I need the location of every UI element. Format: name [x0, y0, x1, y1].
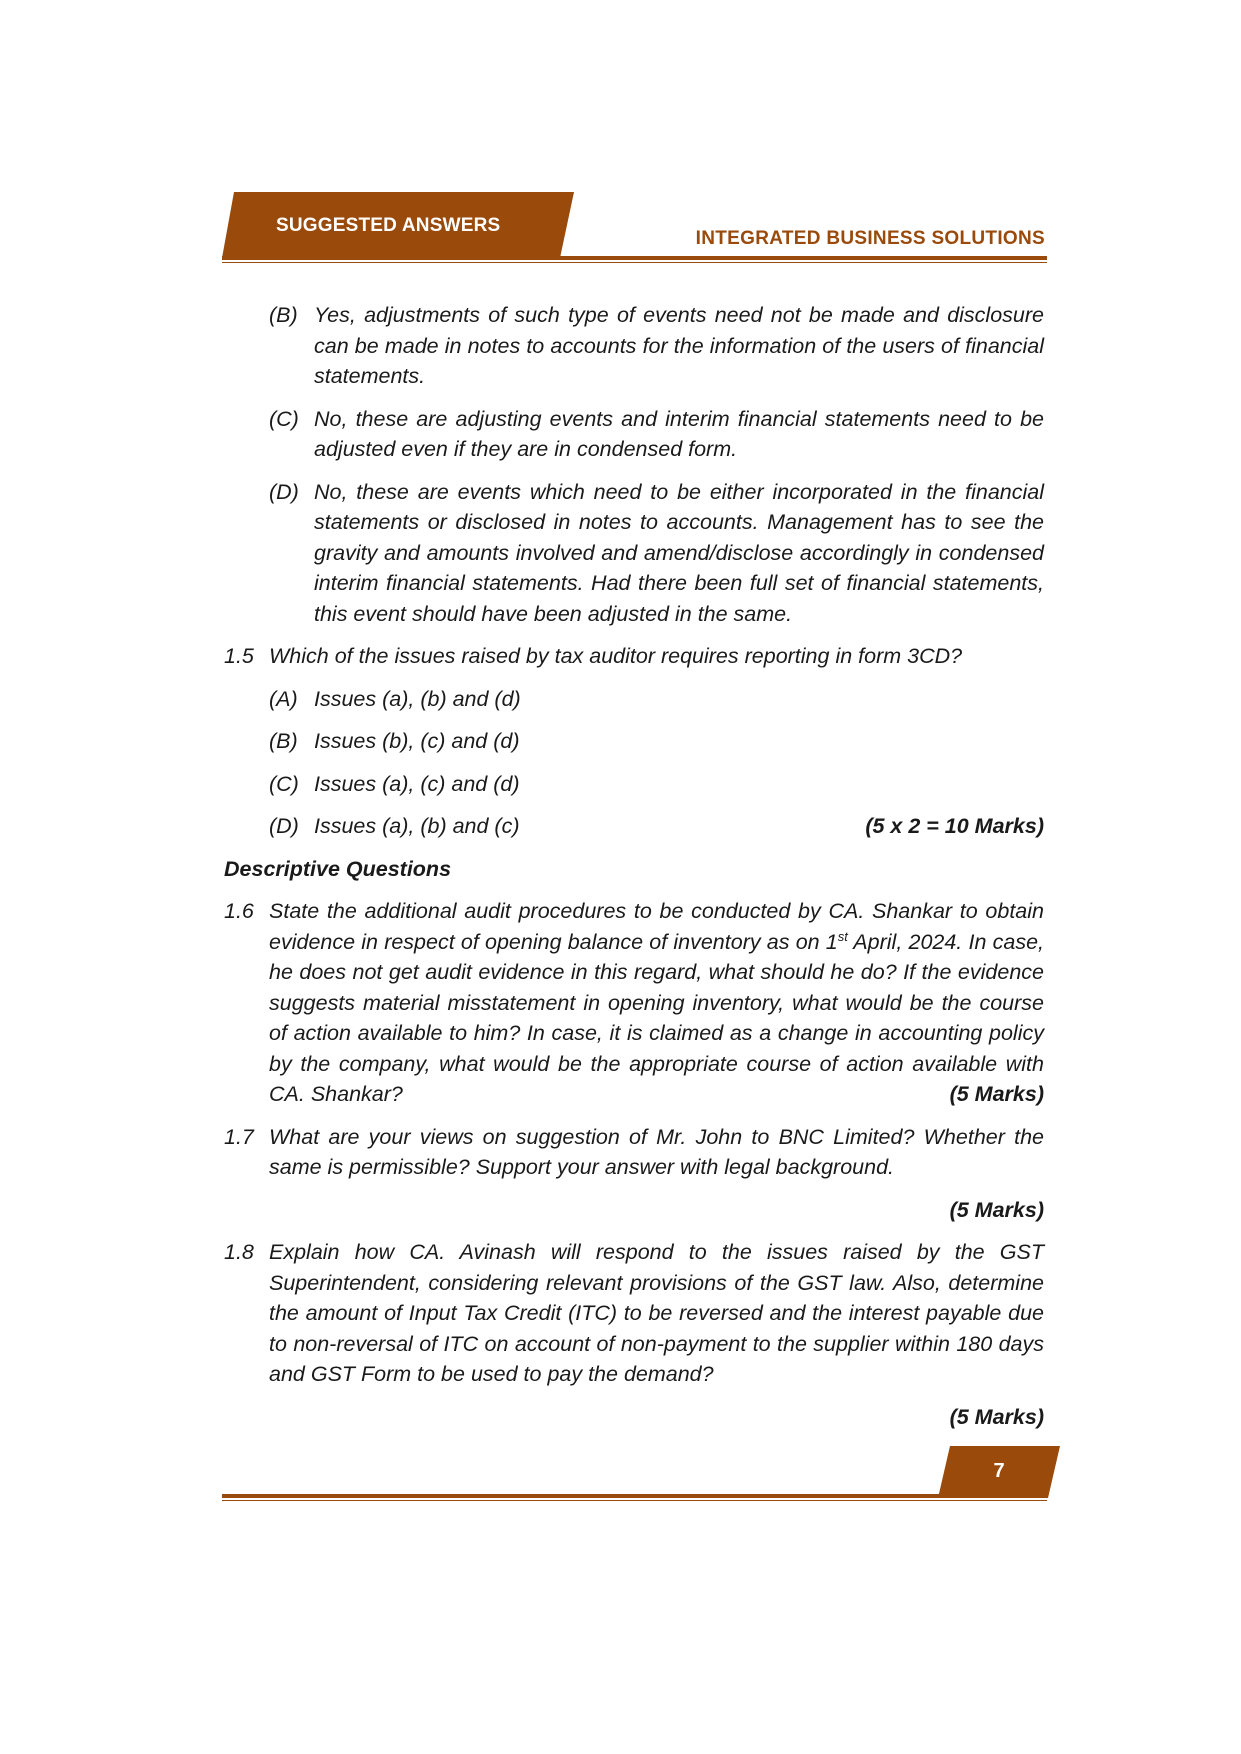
page-number: 7 [993, 1460, 1005, 1482]
question-1-8 [224, 1237, 1044, 1390]
question-number: 1.5 [224, 644, 254, 668]
question-1-6 [224, 896, 1044, 1110]
option-text: Yes, adjustments of such type of events need not be made and disclosure can be made in notes to accounts for the information of the users of financial statements. [314, 303, 1044, 388]
option-label: (A) [269, 686, 298, 711]
option-label: (C) [269, 406, 299, 431]
option-text: Issues (a), (b) and (c) [314, 814, 520, 838]
header-tab-label: SUGGESTED ANSWERS [276, 215, 501, 236]
page-content [224, 300, 1044, 1444]
option-label: (D) [269, 814, 299, 838]
option-label: (B) [269, 303, 298, 327]
q15-option-a [269, 684, 1044, 715]
question-number: 1.8 [224, 1240, 254, 1264]
superscript: st [837, 928, 848, 944]
question-1-5 [224, 641, 1044, 672]
marks-label: (5 Marks) [949, 1404, 1044, 1429]
option-text: No, these are adjusting events and interim financial statements need to be adjusted even if they are in condensed form. [314, 406, 1044, 461]
q15-option-b [269, 726, 1044, 757]
marks-label: (5 Marks) [949, 1082, 1044, 1106]
question-text: State the additional audit procedures to be conducted by CA. Shankar to obtain evidence in respect of opening balance of inventory as on 1 [269, 899, 1044, 954]
question-1-7 [224, 1122, 1044, 1183]
q14-option-c [269, 404, 1044, 465]
header-rule [222, 256, 1047, 260]
section-title: Descriptive Questions [224, 856, 452, 881]
question-text: Which of the issues raised by tax auditor requires reporting in form 3CD? [269, 644, 963, 668]
question-text: What are your views on suggestion of Mr. John to BNC Limited? Whether the same is permissible? Support your answer with legal background. [269, 1124, 1044, 1179]
q15-option-c [269, 769, 1044, 800]
marks-label: (5 x 2 = 10 Marks) [865, 814, 1044, 838]
question-number: 1.6 [224, 899, 254, 923]
option-text: Issues (a), (c) and (d) [314, 771, 520, 796]
q14-options [269, 300, 1044, 629]
header-rule-thin [222, 262, 1047, 263]
option-label: (D) [269, 479, 299, 504]
question-text: Explain how CA. Avinash will respond to the issues raised by the GST Superintendent, considering relevant provisions of the GST law. Also, determine the amount of Input Tax Credit (ITC) to be reversed and the interest payable due to non-reversal of ITC on account of non-payment to the supplier within 180 days and GST Form to be used to pay the demand? [269, 1240, 1044, 1386]
q15-option-d [269, 811, 1044, 842]
q15-options [269, 684, 1044, 842]
footer-rule-thin [222, 1500, 1047, 1501]
footer-rule [222, 1494, 1047, 1498]
option-label: (C) [269, 771, 299, 796]
q14-option-b [269, 300, 1044, 392]
option-text: Issues (a), (b) and (d) [314, 686, 521, 711]
header-title: INTEGRATED BUSINESS SOLUTIONS [695, 228, 1045, 249]
option-text: Issues (b), (c) and (d) [314, 729, 520, 753]
question-text-cont: April, 2024. In case, he does not get audit evidence in this regard, what should he do? If the evidence suggests material misstatement in opening inventory, what would be the course of action available to him? In case, it is claimed as a change in accounting policy by the company, what would be the appropriate course of action available with CA. Shankar? [269, 929, 1044, 1106]
q14-option-d [269, 477, 1044, 630]
option-label: (B) [269, 729, 298, 753]
option-text: No, these are events which need to be either incorporated in the financial statements or disclosed in notes to accounts. Management has to see the gravity and amounts involved and amend/disclose accordingly in condensed interim financial statements. Had there been full set of financial statements, this event should have been adjusted in the same. [314, 479, 1044, 626]
marks-label: (5 Marks) [949, 1197, 1044, 1222]
question-number: 1.7 [224, 1124, 254, 1149]
